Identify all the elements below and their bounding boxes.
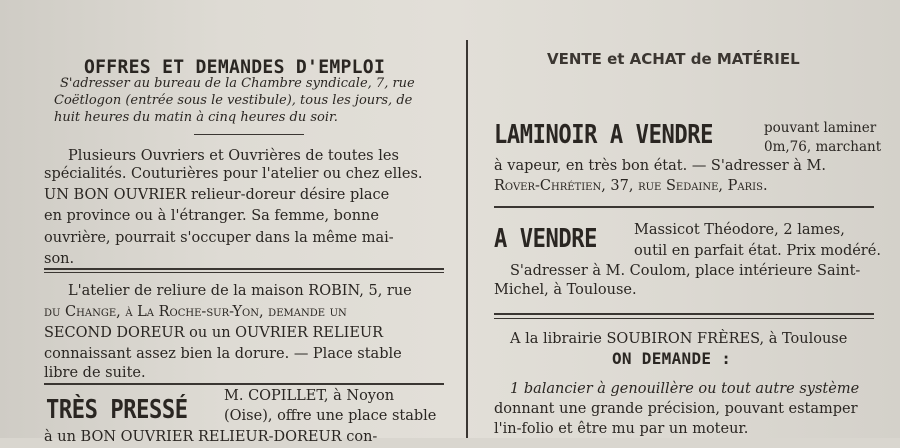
ad1-line-2: Rover-Chrétien, 37, rue Sedaine, Paris.: [494, 178, 768, 194]
para1-line-5: ouvrière, pourrait s'occuper dans la même mai-: [44, 230, 394, 246]
ad3-line-3: à un BON OUVRIER RELIEUR-DOREUR con-: [44, 429, 378, 445]
ad1-side-2: 0m,76, marchant: [764, 139, 882, 155]
short-rule: [194, 134, 304, 135]
laminoir-title: LAMINOIR A VENDRE: [494, 120, 713, 150]
para1-line-3: UN BON OUVRIER relieur-doreur désire place: [44, 187, 390, 203]
ad3-line-1: M. COPILLET, à Noyon: [224, 388, 395, 404]
section-rule-1a: [44, 268, 444, 270]
note-line-3: huit heures du matin à cinq heures du soir.: [54, 110, 338, 125]
equipment-heading: VENTE et ACHAT de MATÉRIEL: [547, 50, 800, 68]
right-rule-2b: [494, 318, 874, 319]
on-demande-title: ON DEMANDE :: [612, 349, 732, 368]
para1-line-4: en province ou à l'étranger. Sa femme, bonne: [44, 208, 379, 224]
para2-line-4: connaissant assez bien la dorure. — Place stable: [44, 346, 402, 362]
note-line-1: S'adresser au bureau de la Chambre syndicale, 7, rue: [60, 76, 415, 91]
ad3-line-2: (Oise), offre une place stable: [224, 408, 437, 424]
para1-line-6: son.: [44, 251, 75, 267]
para2-line-5: libre de suite.: [44, 365, 146, 381]
para1-line-2: spécialités. Couturières pour l'atelier ou chez elles.: [44, 166, 423, 182]
right-rule-2a: [494, 313, 874, 315]
para2-line-1: L'atelier de reliure de la maison ROBIN, 5, rue: [68, 283, 412, 299]
right-rule-1: [494, 206, 874, 208]
employment-heading: OFFRES ET DEMANDES D'EMPLOI: [84, 56, 386, 78]
ad2-line-1: S'adresser à M. Coulom, place intérieure Saint-: [510, 263, 861, 279]
section-rule-1b: [44, 272, 444, 273]
para2-line-3: SECOND DOREUR ou un OUVRIER RELIEUR: [44, 325, 384, 341]
ad1-line-1: à vapeur, en très bon état. — S'adresser à M.: [494, 158, 827, 174]
ad1-side-1: pouvant laminer: [764, 120, 877, 136]
ad2-side-2: outil en parfait état. Prix modéré.: [634, 243, 881, 259]
ad3-r-line-1: 1 balancier à genouillère ou tout autre système: [510, 381, 860, 397]
ad2-side-1: Massicot Théodore, 2 lames,: [634, 222, 845, 238]
para1-line-1: Plusieurs Ouvriers et Ouvrières de toutes les: [68, 148, 399, 164]
column-divider: [466, 40, 468, 438]
ad2-line-2: Michel, à Toulouse.: [494, 282, 637, 298]
para2-line-2: du Change, à La Roche-sur-Yon, demande un: [44, 304, 347, 320]
note-line-2: Coëtlogon (entrée sous le vestibule), tous les jours, de: [54, 93, 413, 108]
ad3-r-line-2: donnant une grande précision, pouvant estamper: [494, 401, 858, 417]
a-vendre-title: A VENDRE: [494, 224, 598, 254]
ad3-r-line-3: l'in-folio et être mu par un moteur.: [494, 421, 749, 437]
tres-presse-title: TRÈS PRESSÉ: [46, 395, 188, 425]
ad3-intro: A la librairie SOUBIRON FRÈRES, à Toulouse: [510, 331, 848, 347]
